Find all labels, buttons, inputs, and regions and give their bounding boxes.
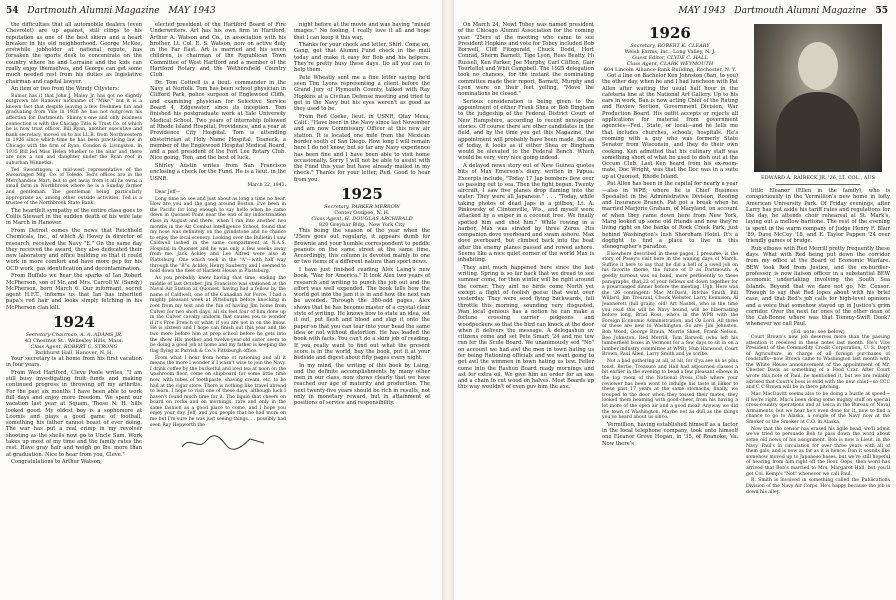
paragraph: Dr. Tom Cottrell is a lieut. commander in the Navy at Norfolk. Tom has been school physician in Clifford Park, police surgeon of Englewood Cliffs, and examining physician for Selective Service Board 4, Edgewater, since its inception. Tom finished his postgraduate work at Yale University Medical School. Two years of internship followed at Rhode Island Hospital, Providence, and a year at Providence City Hospital. Tom is attending obstetrician at Holy Name Hospital, Teaneck, a member of the Englewood Hospital Medical Board, and a past president of the Fort Lee Rotary Club. Nice going, Tom, and the best of luck. <box>150 79 286 162</box>
paragraph: Serious consideration is being given to the appointment of either Frank Shea or Bob Bingham to the judgeship of the Federal District Court of New Hampshire, according to recent newspaper stories. Of course there are other candidates in the field, and by the time you get this Magazine, the appointment will probably have been made. But as of today, it looks as if either Shea or Bingham would be elevated to the Federal Bench. Which would be very, very nice going indeed. <box>458 98 594 162</box>
page-number: 54 <box>6 6 19 16</box>
paragraph: This being the season of the year when the '25ers goes out regularly, it appears dumb for Brownie and your humble correspondent to peddle peanuts on the same street at the same time. Accordingly, this column is devoted mainly to one or two items of a different nature than sport news. <box>294 227 430 266</box>
paragraph: On March 24, Newt Tobey was named president of the Chicago Alumni Association for the coming year. '25ers at the meeting who came to see President Hopkins and vote for Tobey included Bob Borwell, Cliff Fitzgerald, Chuck Dodd, Hort Conrad, Sherm Barnett, Tige Lyon, Ross Beatty, Hi Russell, Ken Parker, Joe Murphy, Carl Clifton, Gair Tourtellot and Whit Campbell. The 1925 delegation took no chances, for the instant the nominating committee made their report, Barnett, Murphy and Lyon were on their feet yelling, "Move the nominations be closed." <box>458 22 594 98</box>
letter-paragraph: From what I hear from home of rationing and all it means the more I wonder if I wasn't wise to join the Navy. I drink coffee by the bucketful and iced tea at noon on the washroom floor, come on shipboard for some little time now, with tubes of toothpaste, shaving cream, etc. to be had at the cigar store. There is nothing like travel abroad to learn. I hope to visit one of these days, although luck I haven't found much time for it. The liquid that cheers on board on rocks and on mornings, rare and only in the same fashion as a good place to come, and I hope you enjoy your day, Jeff, and you people that be had more on me but I'm sure he was just seeing things. . . possibly had seen Ray Hepworth the <box>150 355 286 428</box>
secretary-line: Secretary, ROBERT K. CLEARY <box>630 43 710 49</box>
class-year-heading: 1925 <box>341 184 383 203</box>
issue-date: MAY 1943 <box>678 6 726 16</box>
paragraph: Pat Allen has been in the capital for nearly a year—also in WPB, where he is Chief Business Specialist in the Administrative Division, Roofing and Insurance Branch. Pat got a break when he married Marjorie Graham, of Maryland, on account of when they came down here from New York, Marg looked up some old friends and now they're living right on the banks of Rock Creek Park, just behind Washington's lush Shoreham Hotel. It's a dogfight to find a place to live in this stenographer's paradise. <box>602 181 738 251</box>
paragraph: Not a bad gathering at all, at all, for d'ya see us as plus tonst. Bertie, Treasure and Hall had adjourned classes a bit earlier in the evening to bend a few pleasant elbows in the top room of the National Press Club where your reviewer has been wont to indulge his taste in likker to these past 17 years at the same stomachs, finally, we trooped to the door when they tossed their mates, they looked them beaming with good-cheer, from his having a lot more of the open air and a good meal! Anyway we did the town of Washington. Maybe not as dull as the things you've heard about us since. <box>602 359 738 421</box>
paragraph: From Detroit comes the news that Reichhold Chemicals, Inc., of which Al Hovey is director of research, received the Navy "E." On the same day they received the award, they also dedicated their new laboratory and office building so that it could work in more comfort and have more pep for his OCD work, gas identification and decontamination. <box>6 227 142 272</box>
agent-line: Class Agent, CLARK WEYMOUTH <box>626 61 714 67</box>
left-column-3 <box>294 22 430 596</box>
paragraph: In my mind, the writing of this book by Laing, and the definite accomplishments by many other men in our class, now shows clearly that we have reached our age of maturity and production. The next twenty-five years should be rich in results, not only in monetary reward, but in attainment of positions of service and responsibility. <box>294 362 430 407</box>
right-column-1 <box>458 22 594 596</box>
paragraph: Court Brown's new job deserves more than the passing attention it received in these notes last month. He's Vice President of the Commodity Credit Corporation, U. S. Dep't of Agriculture, in charge of all foreign purchases of foodstuffs—now Brown came to Washington last month with the White House announcement of the appointment of Mr. Chester Davis as something of a Food Czar. After Court wrote this note of Paul, he mentioned it, but we are reliably advised that Court's boss is solid with the new chief—so CCC and C C Brown will be in there pitching. <box>746 334 890 391</box>
left-page <box>0 0 442 600</box>
handwritten-signature <box>180 433 270 453</box>
right-column-3 <box>746 22 890 596</box>
letter-date: March 22, 1943. <box>247 182 286 188</box>
portrait-uniform <box>776 92 860 172</box>
left-column-2 <box>150 22 286 596</box>
paragraph: Elsewhere described in these pages, I presume, is the story of Posey's visit here in the waning days of March. Suffice it here to say that he did a hell of a swell job on his favorite theme, the future of D as Dartmouth. A goodly turnout was on hand, more pertinently to these paragraphs, that 22 of your fellows sat down together for a prearranged dinner before the meeting. Ugh, Here was the '26 contingent: Mac McDavit, Ritchie Smith, Bill Willard, Jim Treuraul, Chuck Webster, Larry Kennison, Al Jeannerett (full grain), old! Art Nashel, who in the time you read this will be Navy bound, will be hibernating before long, Brad Ross, who's in the WPB with the Foreign Economic Administration, and Oz Lord. All three of these are new to Washington. So are: Jim Johnston, Bob Wood, George Braun, Morrie Skeet, Frank Nelson, Bee Johnston, Red Merrill, Tom Barwell (who left his lumberfield boxes in Vermont for a few days to sit in on a lumber industry committee at WPB), Hub Harwood, Court Brown, Paul Allen, Larry Smith and ye scribe. <box>602 251 738 358</box>
agent-address: Parkhurst Hall, Hanover, N. H. <box>35 350 113 357</box>
paragraph: Rumor has it that John J. Maley Jr. has got no slightly outgrown his Hanover nickname of "Mike," but it is a known fact that despite leaving a few freshmen fun and graduating from Yale in 1926 he has not outgrown his affection for Dartmouth. Skinny's one and only business connection is with the Chicago Title & Trust Co. of which he is now trust officer. Bill Ryan, another executive and bank secretary, moved on to his LL.B. from Northwestern in 1926 since which time he has been practicing law in Chicago with the firm of Ryan, Condon & Livingston. In 1935 Bill led Miss Helen Mueller to the altar and there are now a son and daughter under the Ryan roof in suburban Winnetka. <box>6 93 142 166</box>
paragraph: Your secretary is at home from his first vacation in four years. <box>6 356 142 369</box>
letter-paragraph: Long time no see and just about as long a time no hear. How are you and the gang around Boston. I've been in the Pacific for long enough to say hello when he came down in Quonset Point near the end of my indoctrination class in August and there, when I ran into another two months in the Air Combat Intelligence School, found that my nose was definitely on the grindstone and no chance to enjoy the local scenery. Looking over the Bulletin I saw Caldwell lashed in the same compartment at N.A.S. Hospital in Quonset and he was only a few weeks away from me. Jack Ackley and Lee Alfred were also in Plattsburg. One which took in the "A"—with half way through the "B"s. Ackley, Henry Sauberry and I seemed to hold down the fleet of Harnett House in Plattsburg. <box>150 196 286 275</box>
magazine-title: Dartmouth Alumni Magazine <box>734 6 867 16</box>
right-column-2 <box>602 22 738 596</box>
agent-address: 604 Lincoln Alliance Bank Building, Rochester, N. Y. <box>603 67 737 73</box>
paragraph: They aint much happened here since the last writing. Spring is so far back that we dread to see summer come, for then winter will be right around the corner. They aint no birds come North yet except a flight of foolish geese that went over yesterday. They were seed flying backwards, full throttle this morning, sounding very disgusted. Wan local genious has a notion he can make a fortune crossing carrier pidgeons and woodpeckers so that the bird can knock at the door when it delivers the message. A delegashun uv citizens come and set Pete Smart '24 and me tew run fer the Scule Board. We unanimously sed "No" on account we had awl the men in town hating us fer being Rationing officials and we want going to get awl the wimmen in town hating us tew. Feller come into the Rashun Board ready mornings and ast fer extra oil. We give him an order for an axe and a chain to cut wood on halves. Most Boards up this way wouldn't of even guv him the axe. <box>458 264 594 391</box>
paragraph: From West Hartford, Cleve Poole writes, "I am still busy investigating fruit funds and making continued progress in throwing off my arthritis. For the past six months I have been able to work full days and enjoy more freedom. We spent our vacation last year at Squam. Those N. H. hills looked good. My oldest boy is a sophomore at Loomis and plays a good game of football, something his father cannot boast of ever doing. The war has put a real crimp in my revolver shooting as the shells now go to Uncle Sam. Work takes up most of my time and the family rates the rest. Have gray hair and weigh go lbs. more than at graduation. Nice to hear from you, Cleve." <box>6 369 142 458</box>
guest-editor-line: Guest Editor, CLYDE C. HALL <box>632 55 708 61</box>
portrait-head <box>798 42 838 90</box>
paragraph: Rub elbows with Red Merrill pretty frequently these days. What with Red being put down the corridor from my office at the Board of Economic Warfare. BEW took Red from Justice, and the ex-hurdler-professor, is now liaison officer in a substantial BEW economic undertaking involving the South Sea Islands. Beyond that we dare not go, Mr. Censor. Enough to say that Red lopes about with his brief case, and that Red's job calls for high-level opinions and a voice that somehow stayed up in Justice's grim corridor. Over the next far ones of the other dean of the Cat-Bonne where was that Tommy-Swift Dook? whenever we call Paul. <box>746 245 890 328</box>
paragraph: elected president of the Hartford Board of Fire Underwriters. Art has his own firm in Hartford, Arthur A. Watson and Co., in association with his brother, Lt. Col. E. S. Watson, now on active duty in the Far East. Art is married and his seven children, is chairman of the Republican Town Committee of West Hartford and a member of the Hartford Rotary and the Wethersfield Country Club. <box>150 22 286 79</box>
paragraph: the difficulties that all automobile dealers (even Chevrolet) are up against, still clings to his reputation as one of the best skiers and a heart breaker in his old neighborhood. George McKee, erstwhile jobholder at national repute, has forsaken the sports desk to concentrate on the country where he and Lorraine and the kids can really enjoy themselves, and George can get some much needed rest from his duties as legislative chairman and capital lawyer. <box>6 22 142 85</box>
paragraph: R. Smith is involved in something called the Publications Division of the Navy Air Corps. He's happy because the job is down his alley. <box>746 478 890 495</box>
portrait-photo <box>754 24 882 172</box>
paragraph: Shirley Austin writes from San Francisco enclosing a check for the Fund. He is a lieut. in the USNR. <box>150 162 286 182</box>
issue-date: MAY 1943 <box>168 6 216 16</box>
secretary-address: Center Ossipee, N. H. <box>334 209 390 216</box>
letter-salutation: Dear Jeff— <box>155 189 181 195</box>
letter-paragraph: As you probably know having that time, ending the middle of last October, Jim Francisco was stationed at the Naval Air Station at Quonset, having had a fellow by the name of Caldwell, one of the Canadian Air Force. I had a mighty pleasant week at Pittsburgh before knocking in root from my test and the fun of having Jim home from Culver for two short days, all six feet four of him done up in the Culver cavalry uniform that causes you to wonder if it's Free French or what, if you are not in on the know. He is sixteen and I hope can finish out this year and the two more before him at prep school before he gets into the show. His mother and twelve-year-old sister seem to be doing a good job at home and my father is keeping the flag flying at Parrish & Co.'s Pittsburgh office. <box>150 276 286 354</box>
paragraph: The heartfelt sympathy of the entire class goes to Collis Stewart in the sudden death of his wife late in March in Hanover. <box>6 207 142 227</box>
paragraph: From Buffalo we hear the sparks of Ian Robert McPherson, son of Mr. and Mrs. Carroll W. (Sandy) McPherson, born March 6. Our informant, secret agent H.F.T., informs us that Ian has inherited papa's red hair and looks simply fetching in his McPherson clan kilt. <box>6 273 142 311</box>
paragraph: Ted Swearingen, a mid-west representative of the Swearingen Mfg. Co. of Toledo. Ted's offices are in the Merchandise Mart, but to get away from it all he owns a small farm in Northbrook where he is a Sunday farmer and gentleman. The gentleman being particularly appropriate as, among other outside activities, Ted is a trustee of the Northbrook State Bank. <box>6 167 142 207</box>
paragraph: A delayed news story out of New Guinea quotes bits of Max Emerson's diary, written in Papua. Excerpts include, "Today 17 Jap bombers flew over us passing out to sea. Then the fight began. Twenty aircraft, I saw five planes drop flaming into the water. They were all Japanese." . . . "Today, while taking photos of dead Japs in a pillbox, Lt. A. Pinkowsky of Clintonville, Wis., and myself were attacked by a sniper in a coconut tree. We finally spotted him and shot him." While rowing in a harbor, Max was strafed by three Zeros. His companion dove overboard and swam ashore. Max dove overboard, but climbed back into the boat after the enemy planes passed and rowed ashore. Seems like a nice quiet corner of the world Max is inhabiting. <box>458 162 594 264</box>
paragraph: Thanks for your check and letter, Shirl. Come on, Gang, get that Alumni Fund check in the mail today and make it easy for Bob and his helpers. They're pretty busy these days. Do all you can to help them. <box>294 42 430 74</box>
editor-note: (Ed. note: see below) <box>791 328 845 335</box>
class-year-heading: 1926 <box>649 24 691 42</box>
paragraph: little Eleanor (Ellen in the family), who is conspicuously in the Vermillion's new home in lofty American University Park. Of Friday evenings, after Larry has put aside his tariff rates and regulations for the day, he attends choir rehearsal at St. Mark's, laying out a mellow baritone. The rest of the evening is spent in the warm company of Judge Henry F. Blair '89, Dave McCoy '18, and E. Taylor Pappen '24 over friendly games of bridge. <box>746 188 890 245</box>
paragraph: An item or two from the Windy Citysters: <box>11 86 120 93</box>
right-page-header <box>460 6 888 20</box>
paragraph: Vermillion, having established himself as a factor in the local telephone company, took unto himself one Eleanor Grove Hogan, in '35, of Roanoke, Va. Now there's <box>602 421 738 447</box>
paragraph: Pete Wheatly sent me a fine letter saying he'd seen Tim Lyons representing a client before the Grand Jury of Plymouth County, talked with Ray Hopkins at a Civilian Defense meeting and tried to get in the Navy but his eyes weren't as good as they used to be. <box>294 74 430 113</box>
caption-divider <box>776 184 860 185</box>
paragraph: Congratulations to Arthur Watson, <box>11 459 102 466</box>
agent-address: 820 Greybar Bldg., New York City <box>318 221 406 228</box>
paragraph: night before at the movie and was having "mixed images." No fooling, I really love it all and hope that I can keep it this way. <box>294 22 430 41</box>
paragraph: I have just finished reading Alex Laing's new book, "War for America." It took Alex two years of research and writing to punch the job out and the effort was well expended. The book tells how the world got into the jam it is in and how the next can be avoided. Through the 380-odd pages, Alex shows that he has become master of a crystal clear style of writing. He knows how to state an idea, set it out, put flesh and blood and slap it onto the paper so that you can tear into your head the same idea or not without distortion. He has loaded the book with facts. You can't do a skim job of reading. If you really want to find out what the present score is in the world, buy the book, put it at your bedside and digest about fifty pages every night. <box>294 266 430 362</box>
page-gutter <box>442 0 454 600</box>
magazine-title: Dartmouth Alumni Magazine <box>27 6 160 16</box>
agent-line: Class Agent, H. DOUGLAS ARCHIBALD <box>311 215 413 222</box>
paragraph: From Red Coeke, lieut. in USNR, Otay Mesa, Calif.: "Have been in the Navy since last November and am now Commissary Officer at this new air station. It is located one mile from the Mexican border south of San Diego. How long I will remain here I do not know, but so far any Navy experience has been fine and I have been able to visit home occasionally. Sorry I will not be able to assist with the Fund this year but have already mailed in my check." Thanks for your letter, Red. Good to hear from you. <box>294 113 430 183</box>
photo-caption: EDWARD A. RAIBECK JR. '26, LT. COL., AUS <box>761 175 875 181</box>
secretary-address: Welsh Farms, Inc., Long Valley, N. J. <box>624 49 716 55</box>
secretary-line: Secretary-Chairman, A. A. ADAMS JR. <box>25 332 123 339</box>
right-page <box>454 0 896 600</box>
class-year-heading: 1924 <box>53 313 95 332</box>
paragraph: Mac MacDavitt seems also to be doing a bustle at speed—if we're right. Mac's been doing some mighty stuff on special cross-country operations and at Leica in the Bureau of Naval Armaments, but we hear he's even done for it, now to find a chance to go to Alaska, a couple of the Navy now at the Smoker or the Smoker at C.O. in Alaska. <box>746 392 890 425</box>
left-page-header <box>6 6 434 20</box>
paragraph: Got a line on Bachelor Ken Johnston (Ban, to you) the other day, when he and I had luncheon with Pat Allen after waiting the usual half hour in the cafeteria line at the National Art Gallery. Up to his ears in work, Ban is now acting Chief of the Rating and Review Section, Government Division, War Production Board. His outfit accepts or rejects all applications for material from government agencies—Fed., State, or local—and he tells me that includes churches, schools, hospitals. He's rooming with a guy who was formerly State Senator from Wisconsin, and they do their own cooking. Ken admitted that his culinary staff was something short of what he used to dish out at the Occum Club. Last Ken heard from his ex-room-mate, Doc Wright, was that the Doc was in a suite up at Quonset, Rhode Island. <box>602 73 738 180</box>
page-number: 55 <box>875 6 888 16</box>
paragraph: Now that the censor has erased his agile head, we'll admit we've tried to persuade Bob to pass down the word about some old news of his assignment. Bob is now a Lieut. in the Navy. Paul's in circulation for over three years with all of them gals, and is now as far as it is hence. Dan it sounds like somehow moved up to Japanese bases, but we're still hopeful of hearing from him right off the floor. Oops, then word has arrived that Bob's married to Mrs. Margaret Hall, but you'll get Col. Kemp's "Not" whenever we call Paul. <box>746 426 890 477</box>
secretary-line: Secretary, PARKER MERROW <box>324 203 400 210</box>
left-column-1 <box>6 22 142 596</box>
secretary-address: 43 Chestnut St., Wellesley Hills, Mass. <box>25 338 123 345</box>
agent-line: Class Agent, ROBERT C. STRONG <box>30 344 118 351</box>
